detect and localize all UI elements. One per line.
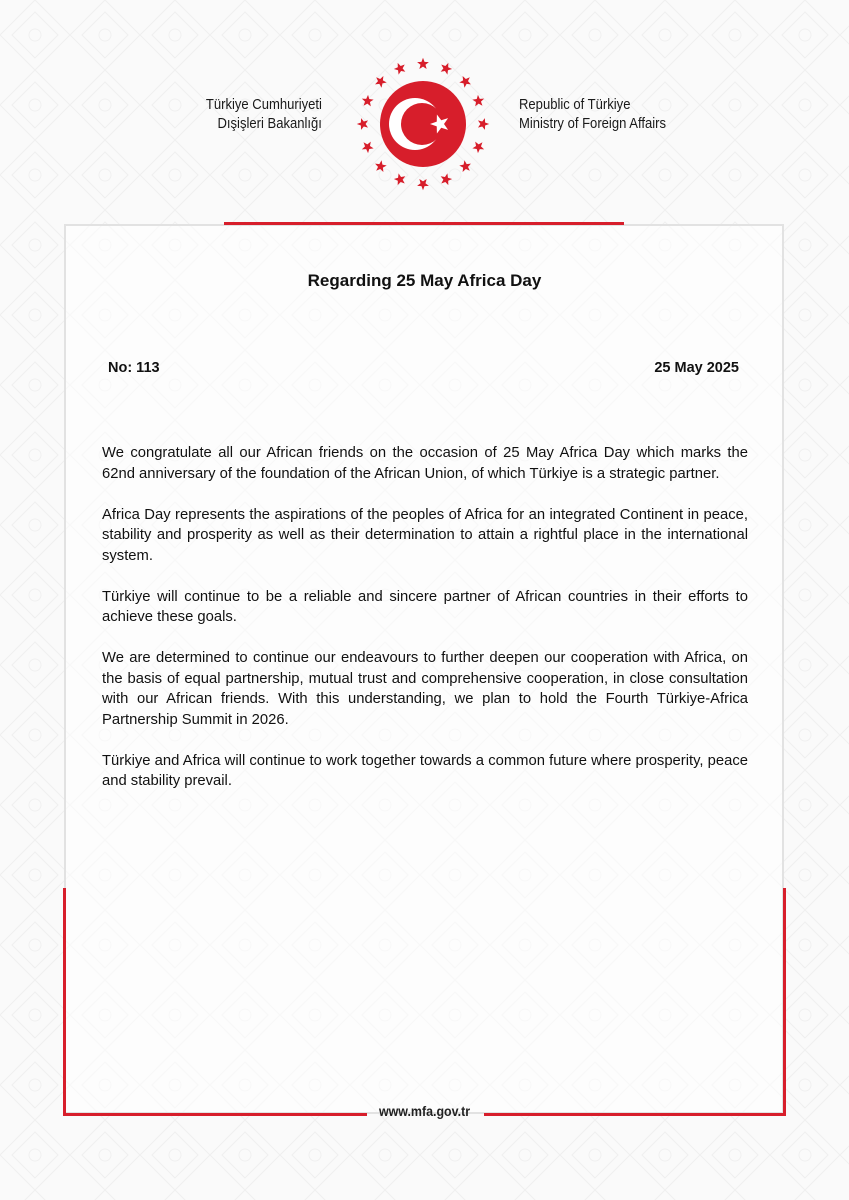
emblem-star-icon <box>362 95 374 106</box>
emblem-star-icon <box>417 58 429 69</box>
emblem-star-icon <box>375 160 387 172</box>
document-date: 25 May 2025 <box>654 360 739 376</box>
emblem-star-icon <box>441 63 452 75</box>
emblem-star-icon <box>459 160 471 172</box>
body-paragraph: Africa Day represents the aspirations of the peoples of Africa for an integrated Continent in peace, stability and prosperity as well as their determination to attain a rightful place in the international system. <box>102 506 748 564</box>
header-english-name <box>519 96 666 134</box>
emblem-star-icon <box>472 95 484 106</box>
right-accent-line <box>783 888 786 1116</box>
emblem-star-icon <box>472 142 484 153</box>
emblem-star-icon <box>441 173 452 185</box>
emblem-star-icon <box>375 76 387 88</box>
emblem-star-icon <box>478 118 489 130</box>
top-accent-line <box>224 222 624 225</box>
header-left-line2: Dışişleri Bakanlığı <box>217 116 322 132</box>
body-paragraph: We congratulate all our African friends on the occasion of 25 May Africa Day which marks the 62nd anniversary of the foundation of the African Union, of which Türkiye is a strategic partner. <box>102 445 748 482</box>
turkish-crescent-star-emblem-icon <box>347 48 499 200</box>
document-title: Regarding 25 May Africa Day <box>307 271 542 290</box>
body-paragraph: Türkiye and Africa will continue to work together towards a common future where prosperity, peace and stability prevail. <box>102 752 748 789</box>
header-right-line2: Ministry of Foreign Affairs <box>519 116 666 132</box>
document-body <box>102 443 748 812</box>
footer-website-link[interactable]: www.mfa.gov.tr <box>378 1104 471 1119</box>
emblem-star-icon <box>417 179 429 190</box>
emblem-star-icon <box>394 63 405 75</box>
emblem-star-icon <box>459 76 471 88</box>
body-paragraph: We are determined to continue our endeavours to further deepen our cooperation with Africa, on the basis of equal partnership, mutual trust and comprehensive cooperation, in close consultation with our African friends. With this understanding, we plan to hold the Fourth Türkiye-Africa Partnership Summit in 2026. <box>102 650 748 728</box>
header-right-line1: Republic of Türkiye <box>519 97 631 113</box>
document-number: No: 113 <box>108 360 160 376</box>
left-accent-line <box>63 888 66 1116</box>
header-turkish-name <box>206 96 322 134</box>
header-left-line1: Türkiye Cumhuriyeti <box>205 97 322 113</box>
body-paragraph: Türkiye will continue to be a reliable and sincere partner of African countries in their efforts to achieve these goals. <box>102 588 748 625</box>
emblem-star-icon <box>394 173 405 185</box>
emblem-star-icon <box>357 118 368 130</box>
emblem-star-icon <box>362 142 374 153</box>
